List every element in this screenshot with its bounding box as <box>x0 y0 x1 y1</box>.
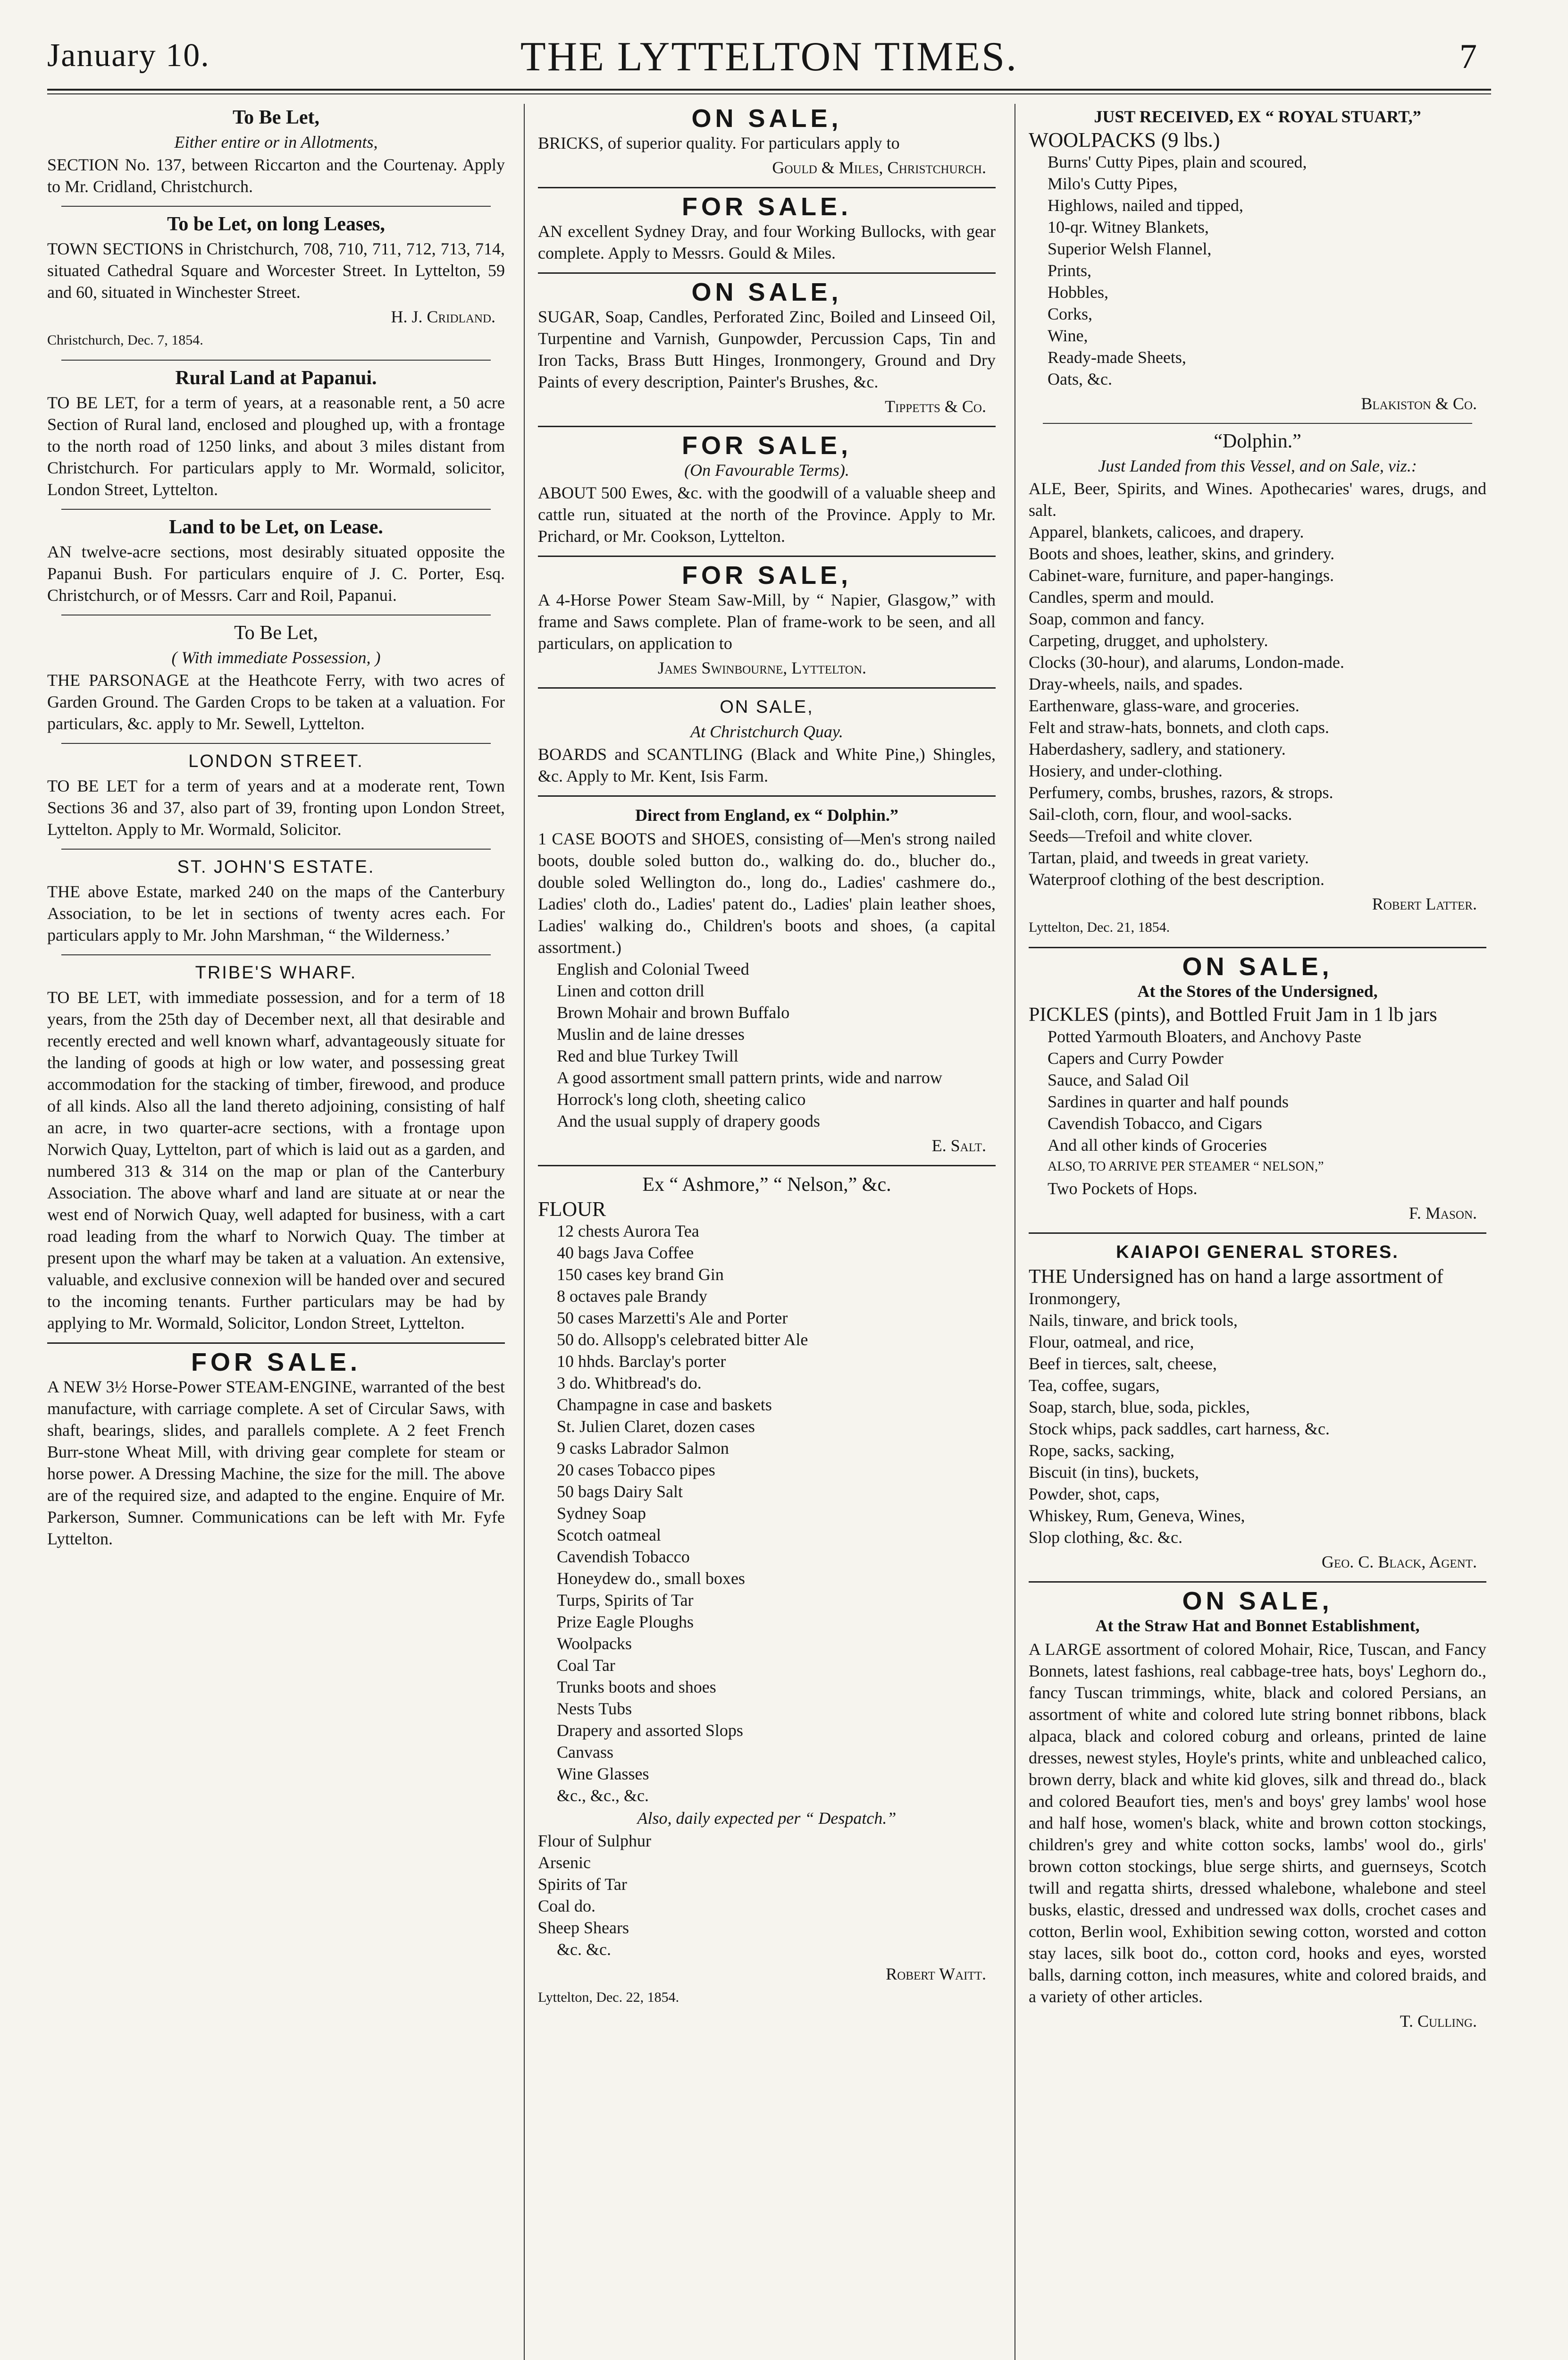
ad-title: To Be Let, <box>233 107 319 128</box>
ad-subtitle: ( With immediate Possession, ) <box>171 648 381 667</box>
ad-subtitle: At the Straw Hat and Bonnet Establishment, <box>1095 1616 1420 1635</box>
separator <box>47 1342 505 1344</box>
list-item: Hobbles, <box>1048 283 1108 302</box>
ad-signature: E. Salt. <box>931 1136 986 1155</box>
list-item: Slop clothing, &c. &c. <box>1029 1528 1182 1547</box>
list-item: Potted Yarmouth Bloaters, and Anchovy Paste <box>1048 1027 1361 1046</box>
ad-body: TO BE LET, with immediate possession, and for a term of 18 years, from the 25th day of December next, all that desirable and recently erected and well known wharf, advantageously situate for the landing of goods at high or low water, and possessing great accommodation for the stacking of timber, firewood, and produce of all kinds. Also all the land thereto adjoining, consisting of half an acre, in two quarter-acre sections, with a frontage upon Norwich Quay, Lyttelton, part of which is laid out as a garden, and numbered 313 & 314 on the map or plan of the Canterbury Association. The above wharf and land are situate at or near the west end of Norwich Quay, well adapted for business, with a cart road leading from the wharf to Norwich Quay. The timber at present upon the wharf may be taken at a valuation. An extensive, valuable, and exclusive connexion will be handed over and secured to the incoming tenants. Further particulars may be had by applying to Mr. Wormald, Solicitor, London Street, Lyttelton. <box>47 988 505 1332</box>
ad-title: LONDON STREET. <box>188 751 364 771</box>
goods-list <box>1029 521 1486 890</box>
list-item: 8 octaves pale Brandy <box>557 1287 707 1306</box>
ad-body: A 4-Horse Power Steam Saw-Mill, by “ Napier, Glasgow,” with frame and Saws complete. Plan of frame-work to be seen, and all particulars, on application to <box>538 590 996 653</box>
ad-title: ON SALE, <box>1182 1587 1333 1615</box>
ad-date: Christchurch, Dec. 7, 1854. <box>47 332 203 348</box>
list-item: Arsenic <box>538 1853 591 1872</box>
ad-title: ON SALE, <box>691 104 842 133</box>
list-item: Carpeting, drugget, and upholstery. <box>1029 631 1268 650</box>
ad-title: FOR SALE, <box>681 431 852 460</box>
column-2 <box>538 104 996 2360</box>
ad-body: TO BE LET for a term of years and at a moderate rent, Town Sections 36 and 37, also part of 39, fronting upon London Street, Lyttelton. Apply to Mr. Wormald, Solicitor. <box>47 776 505 839</box>
ad-body: SUGAR, Soap, Candles, Perforated Zinc, Boiled and Linseed Oil, Turpentine and Varnish, Gunpowder, Percussion Caps, Tin and Iron Tacks, Brass Butt Hinges, Ironmongery, Ground and Dry Paints of every description, Painter's Brushes, &c. <box>538 307 996 391</box>
ad-subtitle: At Christchurch Quay. <box>690 722 843 741</box>
ad-title: FOR SALE, <box>681 561 852 590</box>
list-item: Perfumery, combs, brushes, razors, & strops. <box>1029 783 1333 802</box>
ad-date: Lyttelton, Dec. 22, 1854. <box>538 1989 679 2005</box>
list-item: Red and blue Turkey Twill <box>557 1046 738 1065</box>
list-item: 50 bags Dairy Salt <box>557 1482 683 1501</box>
separator <box>538 426 996 427</box>
list-item: Turps, Spirits of Tar <box>557 1591 694 1610</box>
list-item: Haberdashery, sadlery, and stationery. <box>1029 740 1286 759</box>
ad-subtitle: Just Landed from this Vessel, and on Sale, viz.: <box>1098 456 1417 475</box>
ad-signature: H. J. Cridland. <box>391 307 495 326</box>
ad-title: ON SALE, <box>1182 952 1333 981</box>
list-item: &c. &c. <box>557 1940 611 1959</box>
ad-subtitle: At the Stores of the Undersigned, <box>1137 982 1378 1001</box>
list-item: Cavendish Tobacco, and Cigars <box>1048 1114 1262 1133</box>
advertisement <box>1029 430 1486 938</box>
ad-body: ALE, Beer, Spirits, and Wines. Apothecaries' wares, drugs, and salt. <box>1029 479 1486 520</box>
ad-body: AN excellent Sydney Dray, and four Working Bullocks, with gear complete. Apply to Messrs. Gould & Miles. <box>538 222 996 262</box>
ad-title: Ex “ Ashmore,” “ Nelson,” &c. <box>642 1174 891 1196</box>
separator <box>1029 947 1486 948</box>
ad-title: “Dolphin.” <box>1214 430 1301 452</box>
list-item: Tartan, plaid, and tweeds in great variety. <box>1029 848 1309 867</box>
list-item: Prize Eagle Ploughs <box>557 1612 694 1631</box>
advertisement <box>538 561 996 679</box>
ad-signature: Tippetts & Co. <box>885 397 986 416</box>
ad-title: Rural Land at Papanui. <box>175 367 377 389</box>
advertisement <box>47 962 505 1334</box>
ad-body: A LARGE assortment of colored Mohair, Rice, Tuscan, and Fancy Bonnets, latest fashions, real cabbage-tree hats, boys' Leghorn do., fancy Tuscan trimmings, white, black and colored Persians, an assortment of white and colored lute string bonnet ribbons, black alpaca, black and colored coburg and orleans, printed de laine dresses, newest styles, Hoyle's prints, white and unbleached calico, brown derry, black and white kid gloves, silk and thread do., black and colored Beaufort ties, men's and boys' grey lambs' wool hose and half hose, women's black, white and brown cotton stockings, children's grey and white cotton socks, lambs' wool do., girls' brown cotton stockings, blue serge shirts, and guernseys, Scotch twill and regatta shirts, dressed whalebone, whalebone and steel busks, elastic, dressed and undressed wax dolls, crochet cases and cotton, Berlin wool, Exhibition sewing cotton, worsted and cotton stay laces, silk boot do., cotton cord, hooks and eyes, worsted balls, darning cotton, inch measures, white and colored braids, and a variety of other articles. <box>1029 1640 1486 2006</box>
list-item: Nails, tinware, and brick tools, <box>1029 1311 1238 1330</box>
list-item: 150 cases key brand Gin <box>557 1265 724 1284</box>
list-item: Stock whips, pack saddles, cart harness, &c. <box>1029 1419 1330 1438</box>
list-item: Dray-wheels, nails, and spades. <box>1029 674 1243 693</box>
list-item: Clocks (30-hour), and alarums, London-made. <box>1029 653 1344 672</box>
goods-list <box>1029 1288 1486 1548</box>
ad-signature: Geo. C. Black, Agent. <box>1321 1552 1477 1571</box>
ad-title: Direct from England, ex “ Dolphin.” <box>635 806 898 825</box>
list-item: Sauce, and Salad Oil <box>1048 1070 1189 1089</box>
ad-title: ST. JOHN'S ESTATE. <box>177 857 375 877</box>
list-item: Candles, sperm and mould. <box>1029 588 1214 607</box>
list-item: 3 do. Whitbread's do. <box>557 1374 702 1392</box>
separator <box>538 272 996 274</box>
list-item: Muslin and de laine dresses <box>557 1025 745 1044</box>
ad-date: Lyttelton, Dec. 21, 1854. <box>1029 919 1170 935</box>
masthead-rule-thin <box>47 93 1491 94</box>
list-item: Ready-made Sheets, <box>1048 348 1186 367</box>
list-item: Two Pockets of Hops. <box>1048 1179 1198 1198</box>
ad-body: WOOLPACKS (9 lbs.) <box>1029 128 1220 152</box>
ad-signature: F. Mason. <box>1409 1204 1477 1222</box>
list-item: Cavendish Tobacco <box>557 1547 690 1566</box>
ad-signature: Robert Latter. <box>1372 894 1477 913</box>
list-item: Biscuit (in tins), buckets, <box>1029 1463 1199 1482</box>
list-item: Sardines in quarter and half pounds <box>1048 1092 1289 1111</box>
newspaper-page <box>47 28 1491 2360</box>
list-item: Canvass <box>557 1743 613 1762</box>
advertisement <box>1029 1587 1486 2032</box>
advertisement <box>538 431 996 547</box>
list-item: Superior Welsh Flannel, <box>1048 239 1212 258</box>
separator <box>61 206 491 207</box>
list-item: 50 cases Marzetti's Ale and Porter <box>557 1308 788 1327</box>
separator <box>61 509 491 510</box>
advertisement <box>538 696 996 787</box>
issue-date: January 10. <box>47 37 210 74</box>
list-item: A good assortment small pattern prints, wide and narrow <box>557 1068 942 1087</box>
list-item: English and Colonial Tweed <box>557 960 749 978</box>
advertisement <box>47 856 505 946</box>
list-item: Oats, &c. <box>1048 370 1112 388</box>
column-3 <box>1029 104 1486 2360</box>
ad-body: SECTION No. 137, between Riccarton and the Courtenay. Apply to Mr. Cridland, Christchurch. <box>47 155 505 196</box>
separator <box>538 795 996 797</box>
list-item: Trunks boots and shoes <box>557 1677 716 1696</box>
separator <box>61 849 491 850</box>
column-divider <box>524 104 525 2360</box>
advertisement <box>47 622 505 734</box>
goods-list <box>538 1830 996 1960</box>
ad-signature: James Swinbourne, Lyttelton. <box>657 658 866 677</box>
list-item: Milo's Cutty Pipes, <box>1048 174 1178 193</box>
separator <box>538 687 996 689</box>
list-item: Ironmongery, <box>1029 1289 1121 1308</box>
ad-title: JUST RECEIVED, EX “ ROYAL STUART,” <box>1094 107 1421 126</box>
list-item: Champagne in case and baskets <box>557 1395 772 1414</box>
advertisement <box>47 516 505 606</box>
list-item: Soap, common and fancy. <box>1029 609 1205 628</box>
ad-title: ON SALE, <box>720 697 814 717</box>
advertisement <box>538 1174 996 2008</box>
list-item: 50 do. Allsopp's celebrated bitter Ale <box>557 1330 808 1349</box>
ad-title: KAIAPOI GENERAL STORES. <box>1116 1242 1399 1262</box>
list-item: Flour, oatmeal, and rice, <box>1029 1332 1194 1351</box>
advertisement <box>538 278 996 417</box>
list-item: ALSO, TO ARRIVE PER STEAMER “ NELSON,” <box>1048 1159 1324 1174</box>
list-item: Corks, <box>1048 304 1093 323</box>
ad-title: Land to be Let, on Lease. <box>169 516 383 538</box>
list-item: Beef in tierces, salt, cheese, <box>1029 1354 1217 1373</box>
advertisement <box>47 367 505 500</box>
list-item: 12 chests Aurora Tea <box>557 1222 699 1240</box>
ad-body: BRICKS, of superior quality. For particulars apply to <box>538 134 900 152</box>
ad-title: To Be Let, <box>234 622 318 644</box>
ad-signature: Blakiston & Co. <box>1361 394 1477 413</box>
ad-body: TOWN SECTIONS in Christchurch, 708, 710, 711, 712, 713, 714, situated Cathedral Square and Worcester Street. In Lyttelton, 59 and 60, situated in Winchester Street. <box>47 239 505 302</box>
list-item: Linen and cotton drill <box>557 981 704 1000</box>
list-item: Whiskey, Rum, Geneva, Wines, <box>1029 1506 1245 1525</box>
list-item: Highlows, nailed and tipped, <box>1048 196 1243 215</box>
list-item: Prints, <box>1048 261 1092 280</box>
list-item: Felt and straw-hats, bonnets, and cloth caps. <box>1029 718 1329 737</box>
advertisement <box>538 104 996 178</box>
goods-list <box>1029 1026 1486 1199</box>
ad-body: FLOUR <box>538 1197 606 1221</box>
ad-title: FOR SALE. <box>191 1348 361 1376</box>
ad-body: 1 CASE BOOTS and SHOES, consisting of—Men's strong nailed boots, double soled button do., walking do. do., blucher do., double soled Wellington do., long do., Ladies' cashmere do., Ladies' cloth do., Ladies' patent do., Ladies' plain leather shoes, Ladies' walking do., Children's boots and shoes, (a capital assortment.) <box>538 829 996 957</box>
advertisement <box>47 213 505 351</box>
page-number: 7 <box>1459 37 1477 76</box>
list-item: Honeydew do., small boxes <box>557 1569 745 1588</box>
goods-list <box>1029 151 1486 390</box>
ad-body: THE above Estate, marked 240 on the maps of the Canterbury Association, to be let in sections of twenty acres each. For particulars apply to Mr. John Marshman, “ the Wilderness.’ <box>47 882 505 944</box>
advertisement <box>47 1348 505 1550</box>
list-item: Rope, sacks, sacking, <box>1029 1441 1174 1460</box>
list-item: And the usual supply of drapery goods <box>557 1112 820 1130</box>
ad-body: A NEW 3½ Horse-Power STEAM-ENGINE, warranted of the best manufacture, with carriage complete. A set of Circular Saws, with shaft, bearings, slides, and parallels complete. A 2 feet French Burr-stone Wheat Mill, with driving gear complete for steam or horse power. A Dressing Machine, the size for the mill. The above are of the required size, and adapted to the engine. Enquire of Mr. Parkerson, Sumner. Communications can be left with Mr. Fyfe Lyttelton. <box>47 1377 505 1548</box>
list-item: Boots and shoes, leather, skins, and grindery. <box>1029 544 1335 563</box>
list-item: Hosiery, and under-clothing. <box>1029 761 1223 780</box>
separator <box>538 187 996 188</box>
list-item: Earthenware, glass-ware, and groceries. <box>1029 696 1300 715</box>
advertisement <box>47 750 505 840</box>
newspaper-title: THE LYTTELTON TIMES. <box>520 34 1018 80</box>
list-item: Wine, <box>1048 326 1088 345</box>
ad-body: THE Undersigned has on hand a large assortment of <box>1029 1266 1443 1288</box>
ad-body: PICKLES (pints), and Bottled Fruit Jam in 1 lb jars <box>1029 1004 1437 1026</box>
list-item: Capers and Curry Powder <box>1048 1049 1224 1068</box>
list-item: Seeds—Trefoil and white clover. <box>1029 826 1253 845</box>
ad-title: FOR SALE. <box>681 193 852 221</box>
ad-body: BOARDS and SCANTLING (Black and White Pine,) Shingles, &c. Apply to Mr. Kent, Isis Farm. <box>538 745 996 785</box>
ad-signature: Gould & Miles, Christchurch. <box>772 158 986 177</box>
list-item: Coal Tar <box>557 1656 615 1675</box>
ad-title: TRIBE'S WHARF. <box>195 963 357 983</box>
list-item: 9 casks Labrador Salmon <box>557 1439 729 1458</box>
goods-list <box>538 958 996 1132</box>
list-item: And all other kinds of Groceries <box>1048 1136 1267 1155</box>
advertisement <box>1029 1241 1486 1573</box>
list-item: St. Julien Claret, dozen cases <box>557 1417 755 1436</box>
list-item: 10 hhds. Barclay's porter <box>557 1352 726 1371</box>
list-item: Waterproof clothing of the best description. <box>1029 870 1325 889</box>
list-item: 20 cases Tobacco pipes <box>557 1460 715 1479</box>
list-item: Cabinet-ware, furniture, and paper-hangings. <box>1029 566 1334 585</box>
ad-body: THE PARSONAGE at the Heathcote Ferry, with two acres of Garden Ground. The Garden Crops to be taken at a valuation. For particulars, &c. apply to Mr. Sewell, Lyttelton. <box>47 671 505 733</box>
list-item: Tea, coffee, sugars, <box>1029 1376 1160 1395</box>
goods-list <box>538 1220 996 1806</box>
ad-subtitle: (On Favourable Terms). <box>684 461 849 480</box>
list-item: Scotch oatmeal <box>557 1526 661 1544</box>
list-item: Woolpacks <box>557 1634 632 1653</box>
separator <box>61 954 491 955</box>
list-item: Spirits of Tar <box>538 1875 627 1894</box>
list-item: Soap, starch, blue, soda, pickles, <box>1029 1398 1250 1416</box>
ad-signature: Robert Waitt. <box>886 1964 986 1983</box>
list-item: Burns' Cutty Pipes, plain and scoured, <box>1048 152 1307 171</box>
ad-title: ON SALE, <box>691 278 842 306</box>
separator <box>61 743 491 744</box>
list-item: Coal do. <box>538 1896 595 1915</box>
masthead-rule <box>47 89 1491 91</box>
advertisement <box>47 107 505 197</box>
separator <box>1029 1232 1486 1234</box>
ad-title: To be Let, on long Leases, <box>167 213 385 235</box>
list-item: Brown Mohair and brown Buffalo <box>557 1003 790 1022</box>
list-item: Drapery and assorted Slops <box>557 1721 743 1740</box>
list-item: &c., &c., &c. <box>557 1786 649 1805</box>
masthead <box>47 28 1491 90</box>
separator <box>61 360 491 361</box>
ad-signature: T. Culling. <box>1400 2012 1477 2031</box>
ad-note: Also, daily expected per “ Despatch.” <box>637 1809 897 1828</box>
separator <box>1043 423 1472 424</box>
list-item: Sail-cloth, corn, flour, and wool-sacks. <box>1029 805 1292 824</box>
separator <box>1029 1581 1486 1583</box>
list-item: 10-qr. Witney Blankets, <box>1048 218 1209 236</box>
separator <box>538 1165 996 1166</box>
list-item: Horrock's long cloth, sheeting calico <box>557 1090 806 1109</box>
advertisement <box>1029 952 1486 1224</box>
ad-body: ABOUT 500 Ewes, &c. with the goodwill of a valuable sheep and cattle run, situated at the north of the Province. Apply to Mr. Prichard, or Mr. Cookson, Lyttelton. <box>538 483 996 546</box>
list-item: Nests Tubs <box>557 1699 632 1718</box>
advertisement <box>1029 106 1486 414</box>
list-item: Sheep Shears <box>538 1918 629 1937</box>
separator <box>538 556 996 557</box>
ad-body: TO BE LET, for a term of years, at a reasonable rent, a 50 acre Section of Rural land, enclosed and ploughed up, with a frontage to the north road of 1250 links, and about 3 miles distant from Christchurch. For particulars apply to Mr. Wormald, solicitor, London Street, Lyttelton. <box>47 393 505 499</box>
list-item: Powder, shot, caps, <box>1029 1484 1160 1503</box>
list-item: Sydney Soap <box>557 1504 646 1523</box>
ad-body: AN twelve-acre sections, most desirably situated opposite the Papanui Bush. For particulars enquire of J. C. Porter, Esq. Christchurch, or of Messrs. Carr and Roil, Papanui. <box>47 542 505 605</box>
list-item: Flour of Sulphur <box>538 1831 652 1850</box>
advertisement <box>538 193 996 264</box>
list-item: Wine Glasses <box>557 1764 649 1783</box>
advertisement <box>538 804 996 1156</box>
column-1 <box>47 104 505 2360</box>
ad-subtitle: Either entire or in Allotments, <box>174 133 378 152</box>
list-item: 40 bags Java Coffee <box>557 1243 694 1262</box>
list-item: Apparel, blankets, calicoes, and drapery. <box>1029 523 1304 541</box>
